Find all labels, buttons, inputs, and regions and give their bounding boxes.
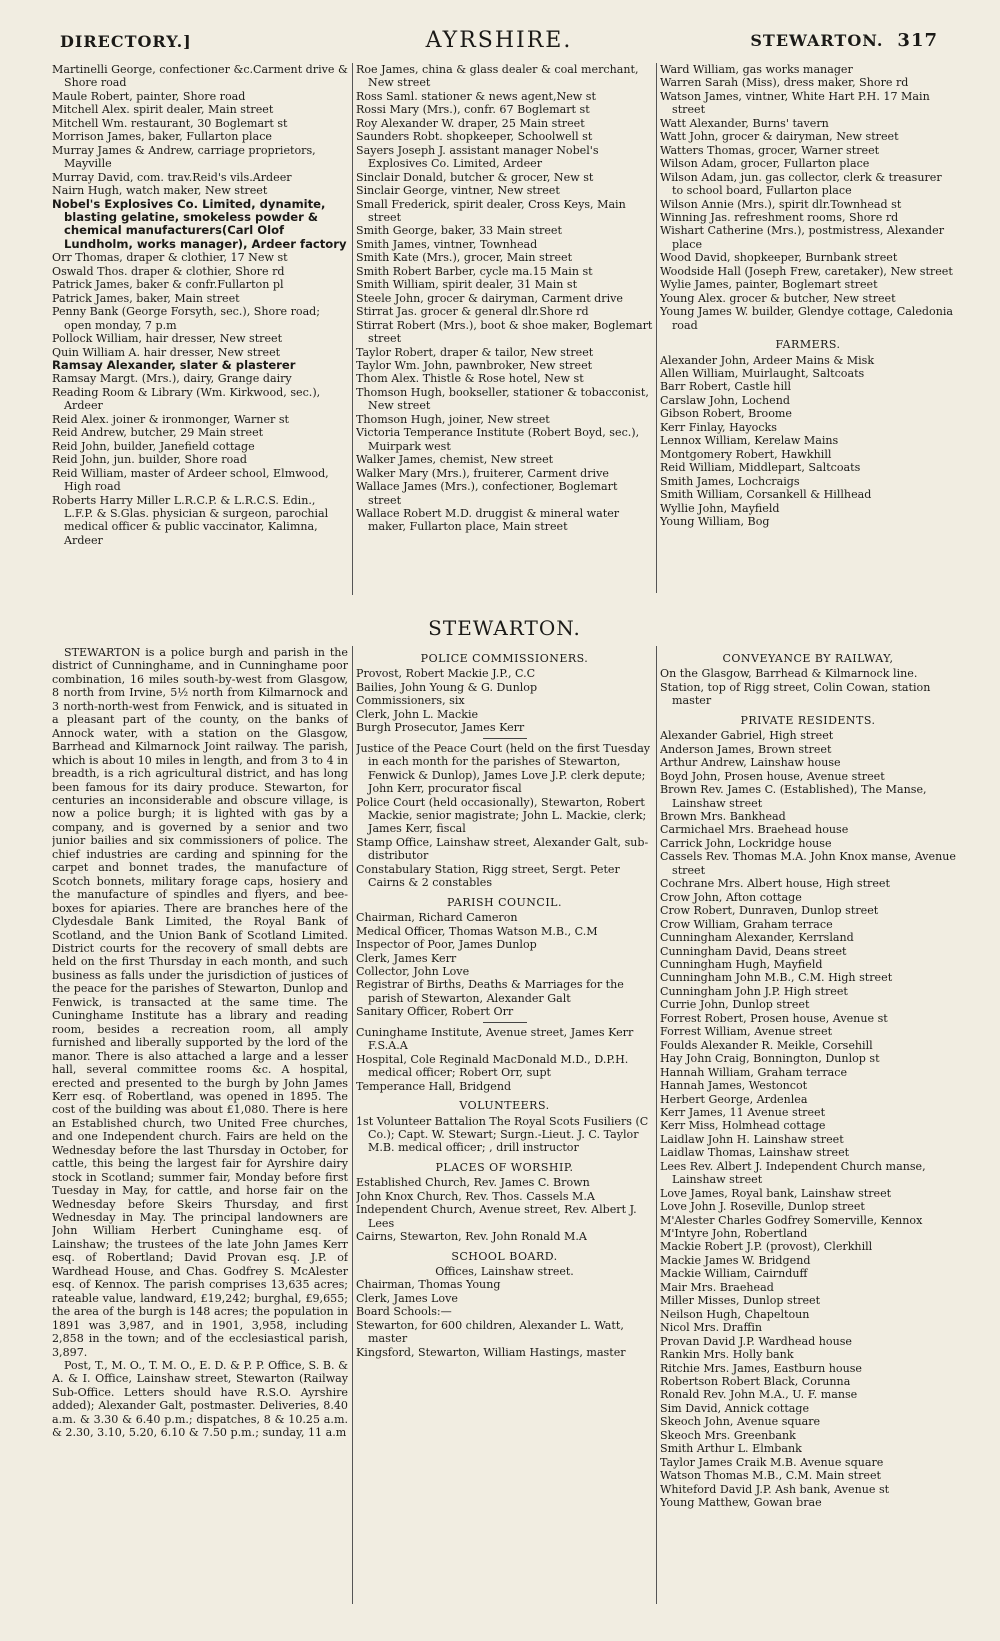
directory-entry: Watters Thomas, grocer, Warner street (660, 143, 880, 157)
directory-entry: Skeoch Mrs. Greenbank (660, 1428, 796, 1442)
directory-entry: Murray James & Andrew, carriage proprietors, Mayville (52, 143, 316, 171)
directory-entry: Martinelli George, confectioner &c.Carment drive & Shore road (52, 63, 348, 90)
farmers-heading: FARMERS. (775, 338, 841, 352)
directory-entry: Penny Bank (George Forsyth, sec.), Shore road; open monday, 7 p.m (52, 305, 321, 332)
town-description: STEWARTON is a police burgh and parish in the district of Cunninghame, and in Cunninghame poor combination, 16 miles south-by-west from Glasgow, 8 north from Irvine, 5½ north from Kilmarnock and 3 north-north-west from Fenwick, and is situated in a pleasant part of the county, on the banks of Annock water, with a station on the Glasgow, Barrhead and Kilmarnock Joint railway. The parish, which is about 10 miles in length, and from 3 to 4 in breadth, is a rich agricultural district, and has long been famous for its dairy produce. Stewarton, for centuries an inconsiderable and obscure village, is now a police burgh; it is lighted with gas by a company, and is governed by a senior and two junior bailies and six commissioners of police. The chief industries are carding and spinning for the carpet and bonnet trades, the manufacture of Scotch bonnets, military forage caps, hosiery and the manufacture of spindles and flyers, and bee-boxes for apiaries. There are branches here of the Clydesdale Bank Limited, the Royal Bank of Scotland, and the Union Bank of Scotland Limited. District courts for the recovery of small debts are held on the first Thursday in each month, and such business as falls under the jurisdiction of justices of the peace for the parishes of Stewarton, Dunlop and Fenwick, is transacted at the same time. The Cuninghame Institute has a library and reading room, besides a recreation room, all amply furnished and liberally supported by the lord of the manor. There is also attached a large and a lesser hall, several committee rooms &c. A hospital, erected and presented to the burgh by John James Kerr esq. of Robertland, was opened in 1895. The cost of the building was about £1,080. There is here an Established church, two United Free churches, and one Independent church. Fairs are held on the Wednesday before the last Thursday in October, for cattle, this being the largest fair for Ayrshire dairy stock in Scotland; summer fair, Monday before first Tuesday in May, for cattle, and horse fair on the Wednesday before Skeirs Thursday, and first Wednesday in May. The principal landowners are John William Herbert Cuninghame esq. of Lainshaw; the trustees of the late John James Kerr esq. of Robertland; David Provan esq. J.P. of Wardhead House, and Chas. Godfrey S. McAlester esq. of Kennox. The parish comprises 13,635 acres; rateable value, landward, £19,242; burghal, £9,655; the area of the burgh is 148 acres; the population in 1891 was 3,987, and in 1901, 3,958, including 2,858 in the town; and of the ecclesiastical parish, 3,897. (52, 646, 348, 1359)
directory-entry: Miller Misses, Dunlop street (660, 1294, 821, 1308)
directory-entry: Mackie James W. Bridgend (660, 1253, 811, 1267)
directory-entry: Warren Sarah (Miss), dress maker, Shore rd (660, 76, 909, 90)
directory-entry: Cunningham John J.P. High street (660, 984, 848, 998)
directory-entry: Crow William, Graham terrace (660, 917, 833, 931)
directory-entry: Carslaw John, Lochend (660, 393, 790, 407)
directory-entry: Clerk, John L. Mackie (356, 707, 479, 721)
directory-entry: Thomson Hugh, bookseller, stationer & tobacconist, New street (356, 385, 649, 413)
directory-entry: Smith Kate (Mrs.), grocer, Main street (356, 251, 573, 265)
directory-entry: John Knox Church, Rev. Thos. Cassels M.A (356, 1189, 595, 1203)
directory-entry: Wilson Adam, jun. gas collector, clerk & treasurer to school board, Fullarton place (660, 170, 942, 198)
directory-entry: Young William, Bog (660, 514, 770, 528)
directory-entry: Love John J. Roseville, Dunlop street (660, 1200, 865, 1214)
running-head-left: DIRECTORY.] (60, 32, 192, 51)
directory-entry: Sinclair George, vintner, New street (356, 184, 560, 198)
directory-entry: Victoria Temperance Institute (Robert Boyd, sec.), Muirpark west (356, 426, 640, 453)
directory-entry: Walker James, chemist, New street (356, 453, 554, 467)
directory-entry: Taylor Robert, draper & tailor, New street (356, 345, 594, 359)
directory-entry: Mitchell Wm. restaurant, 30 Boglemart st (52, 116, 288, 130)
directory-entry: Hannah James, Westoncot (660, 1079, 808, 1093)
directory-entry: Winning Jas. refreshment rooms, Shore rd (660, 210, 899, 224)
directory-entry: Ross Saml. stationer & news agent,New st (356, 89, 596, 103)
directory-entry: Orr Thomas, draper & clothier, 17 New st (52, 251, 288, 265)
directory-entry: Herbert George, Ardenlea (660, 1092, 808, 1106)
directory-entry: Kerr James, 11 Avenue street (660, 1105, 826, 1119)
directory-entry: Brown Mrs. Bankhead (660, 809, 786, 823)
directory-entry: Constabulary Station, Rigg street, Sergt. Peter Cairns & 2 constables (356, 862, 620, 890)
directory-entry: Murray David, com. trav.Reid's vils.Ardeer (52, 170, 292, 184)
top-column-2 (356, 63, 653, 583)
worship-heading: PLACES OF WORSHIP. (435, 1160, 574, 1174)
directory-entry: Allen William, Muirlaught, Saltcoats (660, 366, 865, 380)
directory-entry: Alexander John, Ardeer Mains & Misk (660, 353, 875, 367)
directory-entry: Roberts Harry Miller L.R.C.P. & L.R.C.S. Edin., L.F.P. & S.Glas. physician & surgeon, parochial medical officer & public vaccinator, Kalimna, Ardeer (52, 493, 329, 547)
directory-entry: Watt John, grocer & dairyman, New street (660, 130, 899, 144)
directory-entry: Stewarton, for 600 children, Alexander L. Watt, master (356, 1318, 624, 1346)
directory-entry: Smith George, baker, 33 Main street (356, 224, 562, 238)
top-column-3 (660, 63, 956, 573)
directory-entry: Police Court (held occasionally), Stewarton, Robert Mackie, senior magistrate; John L. Mackie, clerk; James Kerr, fiscal (356, 795, 647, 836)
directory-entry: Mitchell Alex. spirit dealer, Main street (52, 103, 274, 117)
directory-entry: Forrest Robert, Prosen house, Avenue st (660, 1011, 888, 1025)
page-header (60, 28, 938, 58)
residents-heading: PRIVATE RESIDENTS. (740, 713, 876, 727)
directory-entry: Ramsay Alexander, slater & plasterer (52, 357, 296, 372)
directory-entry: Skeoch John, Avenue square (660, 1415, 821, 1429)
railway-heading: CONVEYANCE BY RAILWAY, (722, 652, 894, 665)
directory-entry: Cunningham Alexander, Kerrsland (660, 931, 854, 945)
school-list (356, 1278, 653, 1359)
directory-entry: Lennox William, Kerelaw Mains (660, 434, 839, 448)
directory-entry: Young Matthew, Gowan brae (660, 1496, 822, 1510)
directory-entry: Love James, Royal bank, Lainshaw street (660, 1186, 892, 1200)
directory-entry: Ramsay Margt. (Mrs.), dairy, Grange dairy (52, 372, 292, 386)
directory-entry: Established Church, Rev. James C. Brown (356, 1176, 590, 1190)
directory-entry: Quin William A. hair dresser, New street (52, 345, 281, 359)
directory-entry: Wylie James, painter, Boglemart street (660, 278, 878, 292)
column-divider (656, 646, 657, 1604)
divider (483, 738, 527, 739)
directory-entry: Small Frederick, spirit dealer, Cross Keys, Main street (356, 197, 626, 224)
directory-entry: Arthur Andrew, Lainshaw house (660, 756, 841, 770)
post-office-info: Post, T., M. O., T. M. O., E. D. & P. P. Office, S. B. & A. & I. Office, Lainshaw street, Stewarton (Railway Sub-Office. Letters should have R.S.O. Ayrshire added); Alexander Galt, postmaster. Deliveries, 8.40 a.m. & 3.30 & 6.40 p.m.; dispatches, 8 & 10.25 a.m. & 2.30, 3.10, 5.20, 6.10 & 7.50 p.m.; sunday, 11 a.m (52, 1359, 348, 1440)
directory-entry: Wilson Adam, grocer, Fullarton place (660, 157, 870, 171)
directory-entry: Reid Alex. joiner & ironmonger, Warner st (52, 412, 290, 426)
officials-column (356, 646, 653, 1606)
directory-entry: Reid William, master of Ardeer school, Elmwood, High road (52, 466, 329, 494)
directory-entry: Ward William, gas works manager (660, 63, 853, 76)
directory-entry: Chairman, Richard Cameron (356, 911, 518, 925)
directory-entry: Cunningham John M.B., C.M. High street (660, 971, 893, 985)
directory-entry: Wood David, shopkeeper, Burnbank street (660, 251, 898, 265)
directory-entry: Cassels Rev. Thomas M.A. John Knox manse, Avenue street (660, 850, 956, 877)
directory-entry: Sim David, Annick cottage (660, 1401, 810, 1415)
directory-entry: Walker Mary (Mrs.), fruiterer, Carment drive (356, 466, 609, 480)
directory-entry: Reid Andrew, butcher, 29 Main street (52, 426, 264, 440)
directory-entry: Barr Robert, Castle hill (660, 380, 792, 394)
directory-entry: Smith William, Corsankell & Hillhead (660, 488, 872, 502)
directory-entry: Nobel's Explosives Co. Limited, dynamite, blasting gelatine, smokeless powder & chemical manufacturers(Carl Olof Lundholm, works manager), Ardeer factory (52, 196, 347, 251)
directory-entry: Mackie William, Cairnduff (660, 1267, 808, 1281)
directory-entry: Carrick John, Lockridge house (660, 836, 832, 850)
directory-entry: Saunders Robt. shopkeeper, Schoolwell st (356, 130, 593, 144)
directory-entry: Clerk, James Love (356, 1291, 458, 1305)
directory-entry: Maule Robert, painter, Shore road (52, 89, 246, 103)
directory-entry: Chairman, Thomas Young (356, 1278, 501, 1292)
directory-entry: Watson James, vintner, White Hart P.H. 17 Main street (660, 89, 930, 117)
institutions-list (356, 1026, 653, 1093)
directory-entry: Burgh Prosecutor, James Kerr (356, 721, 525, 735)
parish-list (356, 911, 653, 1019)
directory-entry: Commissioners, six (356, 694, 465, 708)
police-list (356, 667, 653, 734)
directory-entry: Independent Church, Avenue street, Rev. Albert J. Lees (356, 1203, 637, 1230)
directory-entry: Wishart Catherine (Mrs.), postmistress, Alexander place (660, 224, 945, 251)
directory-entry: Taylor James Craik M.B. Avenue square (660, 1455, 884, 1469)
farmers-list (660, 354, 956, 529)
directory-entry: Alexander Gabriel, High street (660, 729, 834, 743)
directory-entry: Lees Rev. Albert J. Independent Church manse, Lainshaw street (660, 1159, 926, 1187)
directory-entry: Foulds Alexander R. Meikle, Corsehill (660, 1038, 873, 1052)
directory-entry: Morrison James, baker, Fullarton place (52, 130, 272, 144)
directory-entry: Thomson Hugh, joiner, New street (356, 412, 550, 426)
residents-column (660, 646, 956, 1606)
worship-list (356, 1176, 653, 1243)
directory-entry: Reading Room & Library (Wm. Kirkwood, sec.), Ardeer (52, 385, 321, 413)
directory-entry: Smith James, Lochcraigs (660, 474, 800, 488)
directory-entry: Anderson James, Brown street (660, 742, 832, 756)
directory-entry: Currie John, Dunlop street (660, 998, 810, 1012)
directory-entry: M'Alester Charles Godfrey Somerville, Kennox (660, 1213, 923, 1227)
directory-entry: Smith James, vintner, Townhead (356, 237, 538, 251)
directory-entry: Pollock William, hair dresser, New street (52, 332, 283, 346)
directory-entry: Inspector of Poor, James Dunlop (356, 938, 537, 952)
directory-entry: Hay John Craig, Bonnington, Dunlop st (660, 1052, 880, 1066)
directory-entry: Kingsford, Stewarton, William Hastings, master (356, 1345, 626, 1359)
directory-entry: Smith Arthur L. Elmbank (660, 1442, 802, 1456)
directory-entry: Medical Officer, Thomas Watson M.B., C.M (356, 924, 598, 938)
volunteers-heading: VOLUNTEERS. (459, 1099, 550, 1113)
directory-entry: Crow Robert, Dunraven, Dunlop street (660, 904, 879, 918)
column-divider (352, 646, 353, 1604)
directory-entry: Young Alex. grocer & butcher, New street (660, 291, 896, 305)
directory-entry: Reid John, builder, Janefield cottage (52, 439, 255, 453)
directory-entry: Watt Alexander, Burns' tavern (660, 116, 829, 130)
page-number: 317 (897, 30, 938, 51)
railway-station: Station, top of Rigg street, Colin Cowan, station master (660, 680, 931, 708)
directory-entry: Cochrane Mrs. Albert house, High street (660, 877, 890, 891)
directory-entry: Stirrat Robert (Mrs.), boot & shoe maker, Boglemart street (356, 318, 653, 346)
directory-entry: Wyllie John, Mayfield (660, 501, 780, 515)
directory-entry: Provan David J.P. Wardhead house (660, 1334, 852, 1348)
column-divider (656, 63, 657, 593)
directory-entry: Patrick James, baker, Main street (52, 291, 240, 305)
top-column-1 (52, 63, 348, 603)
school-heading: SCHOOL BOARD. (451, 1249, 558, 1263)
directory-entry: Cuninghame Institute, Avenue street, James Kerr F.S.A.A (356, 1025, 634, 1053)
directory-entry: Whiteford David J.P. Ash bank, Avenue st (660, 1482, 890, 1496)
directory-entry: Reid John, jun. builder, Shore road (52, 453, 248, 467)
directory-entry: Reid William, Middlepart, Saltcoats (660, 461, 861, 475)
directory-entry: Rankin Mrs. Holly bank (660, 1348, 794, 1362)
directory-entry: Temperance Hall, Bridgend (356, 1079, 512, 1093)
running-head-county: AYRSHIRE. (425, 28, 573, 53)
directory-entry: Cunningham David, Deans street (660, 944, 847, 958)
directory-entry: Cunningham Hugh, Mayfield (660, 957, 823, 971)
directory-entry: Mair Mrs. Braehead (660, 1280, 774, 1294)
directory-entry: Kerr Miss, Holmhead cottage (660, 1119, 826, 1133)
directory-entry: Justice of the Peace Court (held on the first Tuesday in each month for the parishes of Stewarton, Fenwick & Dunlop), James Love J.P. clerk depute; John Kerr, procurator fiscal (356, 741, 651, 796)
directory-entry: Kerr Finlay, Hayocks (660, 420, 777, 434)
courts-list (356, 742, 653, 890)
directory-entry: Crow John, Afton cottage (660, 890, 802, 904)
directory-entry: Ritchie Mrs. James, Eastburn house (660, 1361, 862, 1375)
directory-entry: Sanitary Officer, Robert Orr (356, 1005, 514, 1019)
directory-entry: Taylor Wm. John, pawnbroker, New street (356, 358, 593, 372)
column-divider (352, 63, 353, 595)
directory-entry: Brown Rev. James C. (Established), The Manse, Lainshaw street (660, 783, 927, 810)
directory-entry: Mackie Robert J.P. (provost), Clerkhill (660, 1240, 873, 1254)
description-column (52, 646, 348, 1606)
directory-entry: Carmichael Mrs. Braehead house (660, 823, 849, 837)
directory-entry: Wallace James (Mrs.), confectioner, Boglemart street (356, 480, 618, 507)
directory-entry: Boyd John, Prosen house, Avenue street (660, 769, 885, 783)
directory-entry: Board Schools:— (356, 1305, 452, 1319)
directory-entry: Bailies, John Young & G. Dunlop (356, 680, 538, 694)
directory-entry: Steele John, grocer & dairyman, Carment drive (356, 291, 623, 305)
parish-heading: PARISH COUNCIL. (447, 895, 562, 909)
directory-entry: Sayers Joseph J. assistant manager Nobel's Explosives Co. Limited, Ardeer (356, 143, 599, 171)
volunteers-text: 1st Volunteer Battalion The Royal Scots Fusiliers (C Co.); Capt. W. Stewart; Surgn.-Lieut. J. C. Taylor M.B. medical officer; , drill instructor (356, 1114, 649, 1155)
directory-entry: Laidlaw John H. Lainshaw street (660, 1132, 844, 1146)
directory-entry: Roy Alexander W. draper, 25 Main street (356, 116, 585, 130)
police-heading: POLICE COMMISSIONERS. (420, 652, 589, 665)
divider (483, 1022, 527, 1023)
directory-entry: Hannah William, Graham terrace (660, 1065, 848, 1079)
directory-entry: Ronald Rev. John M.A., U. F. manse (660, 1388, 858, 1402)
directory-entry: Patrick James, baker & confr.Fullarton pl (52, 278, 284, 292)
directory-entry: Thom Alex. Thistle & Rose hotel, New st (356, 372, 584, 386)
directory-entry: Cairns, Stewarton, Rev. John Ronald M.A (356, 1230, 587, 1244)
directory-entry: Registrar of Births, Deaths & Marriages for the parish of Stewarton, Alexander Galt (356, 978, 624, 1005)
directory-entry: Young James W. builder, Glendye cottage, Caledonia road (660, 305, 954, 332)
directory-entry: Smith William, spirit dealer, 31 Main st (356, 278, 578, 292)
directory-entry: Provost, Robert Mackie J.P., C.C (356, 667, 536, 681)
directory-entry: Forrest William, Avenue street (660, 1025, 833, 1039)
school-offices: Offices, Lainshaw street. (435, 1265, 574, 1279)
directory-entry: Collector, John Love (356, 964, 470, 978)
directory-entry: Gibson Robert, Broome (660, 407, 792, 421)
directory-entry: Wallace Robert M.D. druggist & mineral water maker, Fullarton place, Main street (356, 506, 620, 534)
directory-entry: Watson Thomas M.B., C.M. Main street (660, 1469, 882, 1483)
directory-entry: Oswald Thos. draper & clothier, Shore rd (52, 264, 285, 278)
directory-entry: Nairn Hugh, watch maker, New street (52, 184, 268, 198)
directory-entry: M'Intyre John, Robertland (660, 1227, 808, 1241)
directory-entry: Montgomery Robert, Hawkhill (660, 447, 832, 461)
directory-entry: Stirrat Jas. grocer & general dlr.Shore rd (356, 305, 589, 319)
running-head-town: STEWARTON. (750, 31, 884, 50)
directory-entry: Stamp Office, Lainshaw street, Alexander Galt, sub-distributor (356, 835, 649, 863)
directory-entry: Clerk, James Kerr (356, 951, 457, 965)
directory-entry: Woodside Hall (Joseph Frew, caretaker), New street (660, 264, 953, 278)
directory-entry: Nicol Mrs. Draffin (660, 1321, 763, 1335)
directory-entry: Sinclair Donald, butcher & grocer, New st (356, 170, 594, 184)
directory-entry: Laidlaw Thomas, Lainshaw street (660, 1146, 850, 1160)
directory-entry: Wilson Annie (Mrs.), spirit dlr.Townhead st (660, 197, 902, 211)
running-head-right (750, 30, 938, 51)
railway-line: On the Glasgow, Barrhead & Kilmarnock line. (660, 667, 918, 681)
directory-entry: Smith Robert Barber, cycle ma.15 Main st (356, 264, 593, 278)
trades-list-continued (660, 63, 956, 332)
directory-entry: Robertson Robert Black, Corunna (660, 1375, 851, 1389)
directory-entry: Hospital, Cole Reginald MacDonald M.D., D.P.H. medical officer; Robert Orr, supt (356, 1052, 629, 1080)
directory-entry: Rossi Mary (Mrs.), confr. 67 Boglemart st (356, 103, 590, 117)
directory-entry: Roe James, china & glass dealer & coal merchant, New street (356, 63, 639, 90)
town-heading: STEWARTON. (428, 616, 581, 640)
residents-list (660, 729, 956, 1509)
directory-entry: Neilson Hugh, Chapeltoun (660, 1307, 810, 1321)
